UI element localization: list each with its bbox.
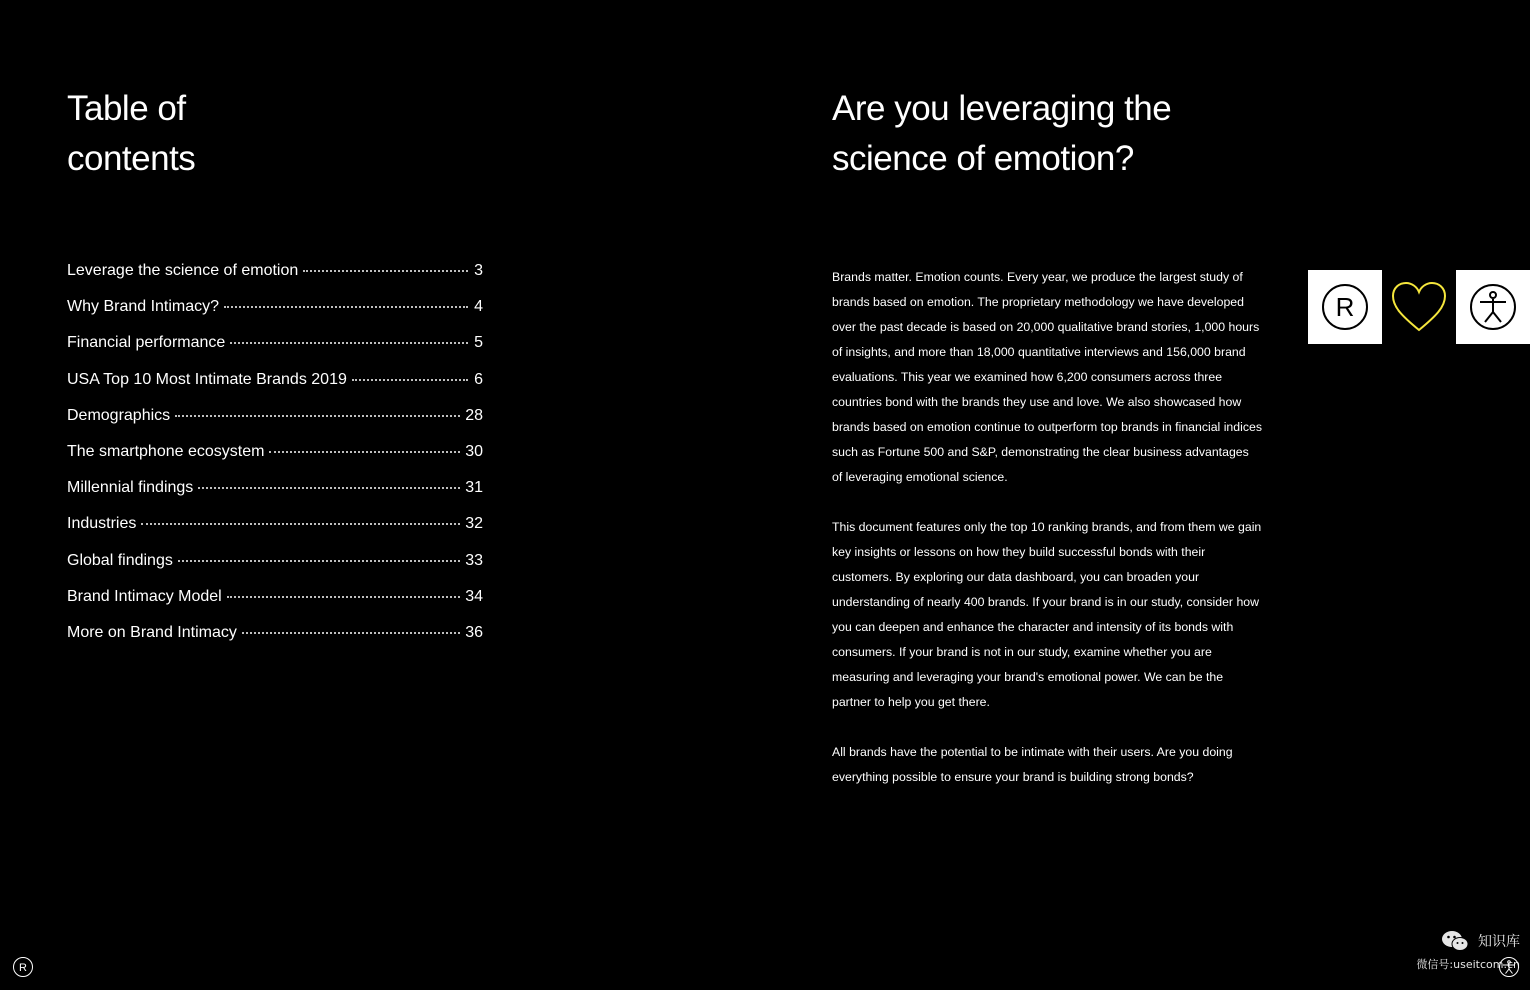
- person-tile: [1456, 270, 1530, 344]
- toc-item-page: 33: [465, 551, 483, 569]
- toc-item-label: USA Top 10 Most Intimate Brands 2019: [67, 370, 347, 388]
- toc-item-page: 3: [474, 262, 483, 279]
- toc-item-page: 5: [474, 334, 483, 352]
- toc-item-page: 6: [474, 370, 483, 388]
- watermark-id: 微信号:useitcom.cn: [1416, 958, 1520, 971]
- toc-item-label: Global findings: [67, 551, 173, 569]
- toc-leader-dots: [224, 306, 468, 308]
- toc-leader-dots: [178, 560, 460, 562]
- toc-item[interactable]: [67, 443, 483, 479]
- toc-item[interactable]: [67, 588, 483, 624]
- toc-item-label: Why Brand Intimacy?: [67, 298, 220, 316]
- toc-item[interactable]: [67, 552, 483, 588]
- article-title-line1: Are you leveraging the: [832, 89, 1172, 128]
- toc-leader-dots: [352, 379, 468, 381]
- toc-leader-dots: [198, 487, 460, 489]
- toc-leader-dots: [227, 596, 460, 598]
- registered-icon: [1320, 282, 1370, 332]
- toc-item-page: 32: [465, 515, 483, 533]
- toc-title-line1: Table of: [67, 89, 186, 128]
- toc-item-page: 34: [465, 587, 483, 605]
- article-body: [832, 265, 1262, 815]
- toc-list: [67, 262, 483, 660]
- toc-item[interactable]: [67, 624, 483, 660]
- toc-leader-dots: [230, 342, 468, 344]
- article-paragraph: All brands have the potential to be intimate with their users. Are you doing everything possible to ensure your brand is building strong bonds?: [832, 745, 1233, 784]
- toc-item[interactable]: [67, 515, 483, 551]
- toc-item[interactable]: [67, 371, 483, 407]
- heart-tile: [1382, 270, 1456, 344]
- footer-registered-icon: [12, 956, 34, 978]
- toc-item[interactable]: [67, 262, 483, 298]
- article-paragraph: This document features only the top 10 ranking brands, and from them we gain key insights or lessons on how they build successful bonds with their customers. By exploring our data dashboard, you can broaden your understanding of nearly 400 brands. If your brand is in our study, consider how you can deepen and enhance the character and intensity of its bonds with consumers. If your brand is not in our study, examine whether you are measuring and leveraging your brand's emotional power. We can be the partner to help you get there.: [832, 520, 1262, 709]
- toc-title: [67, 84, 367, 184]
- toc-leader-dots: [269, 451, 460, 453]
- person-icon: [1468, 282, 1518, 332]
- article-title-line2: science of emotion?: [832, 139, 1134, 178]
- toc-leader-dots: [141, 523, 460, 525]
- toc-title-line2: contents: [67, 139, 196, 178]
- toc-item[interactable]: [67, 479, 483, 515]
- heart-icon: [1390, 280, 1448, 334]
- toc-item[interactable]: [67, 334, 483, 370]
- toc-item-page: 30: [465, 442, 483, 460]
- toc-item-label: Millennial findings: [67, 479, 194, 497]
- article-paragraph: Brands matter. Emotion counts. Every year, we produce the largest study of brands based on emotion. The proprietary methodology we have developed over the past decade is based on 20,000 qualitative brand stories, 1,000 hours of insights, and more than 18,000 quantitative interviews and 156,000 brand evaluations. This year we examined how 6,200 consumers across three countries bond with the brands they use and love. We also showcased how brands based on emotion continue to outperform top brands in financial indices such as Fortune 500 and S&P, demonstrating the clear business advantages of leveraging emotional science.: [832, 270, 1262, 484]
- toc-item[interactable]: [67, 298, 483, 334]
- registered-tile: [1308, 270, 1382, 344]
- svg-text:R: R: [19, 962, 27, 974]
- toc-item-page: 31: [465, 479, 483, 497]
- toc-item-label: More on Brand Intimacy: [67, 623, 237, 641]
- toc-item-label: The smartphone ecosystem: [67, 442, 265, 460]
- toc-item[interactable]: [67, 407, 483, 443]
- toc-leader-dots: [175, 415, 460, 417]
- footer-person-icon: [1498, 956, 1520, 978]
- toc-item-label: Brand Intimacy Model: [67, 587, 222, 605]
- toc-item-page: 28: [465, 406, 483, 424]
- toc-leader-dots: [242, 632, 460, 634]
- toc-item-page: 36: [465, 623, 483, 641]
- toc-item-label: Demographics: [67, 406, 171, 424]
- watermark-name: 知识库: [1478, 934, 1520, 950]
- toc-item-label: Industries: [67, 515, 137, 533]
- article-title: [832, 84, 1252, 184]
- wechat-icon: [1440, 929, 1470, 953]
- svg-text:R: R: [1335, 292, 1355, 322]
- toc-item-label: Financial performance: [67, 334, 226, 352]
- toc-item-label: Leverage the science of emotion: [67, 262, 299, 279]
- toc-item-page: 4: [474, 298, 483, 316]
- toc-leader-dots: [303, 270, 468, 272]
